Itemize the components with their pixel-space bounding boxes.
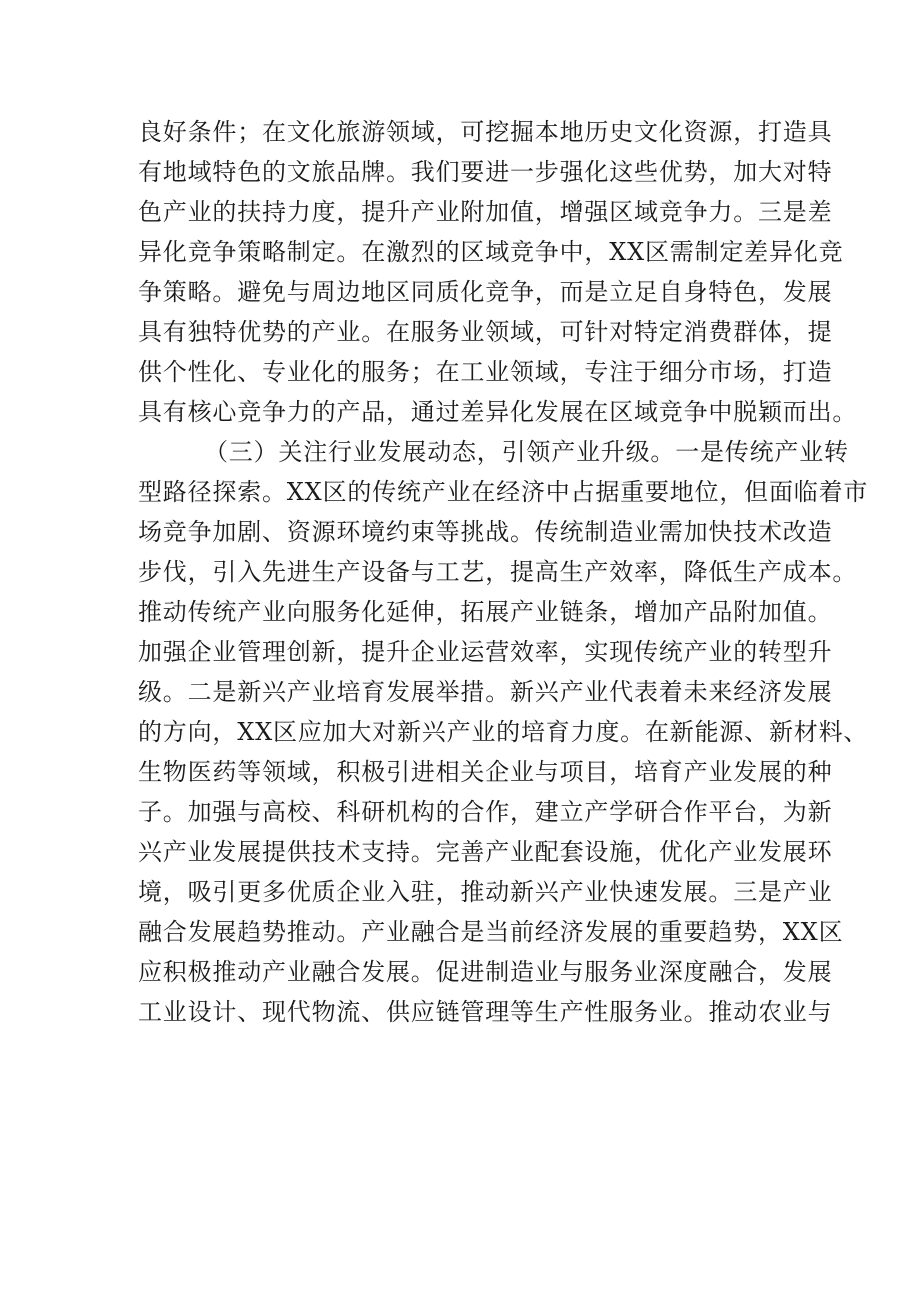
text-line: 异化竞争策略制定。在激烈的区域竞争中，XX区需制定差异化竞 (138, 238, 844, 266)
text-line: 型路径探索。XX区的传统产业在经济中占据重要地位，但面临着市 (138, 478, 869, 506)
text-line: 供个性化、专业化的服务；在工业领域，专注于细分市场，打造 (138, 358, 833, 386)
text-line: 工业设计、现代物流、供应链管理等生产性服务业。推动农业与 (138, 998, 833, 1026)
text-line: 具有核心竞争力的产品，通过差异化发展在区域竞争中脱颖而出。 (138, 398, 858, 426)
text-line: 融合发展趋势推动。产业融合是当前经济发展的重要趋势，XX区 (138, 918, 844, 946)
text-line: 争策略。避免与周边地区同质化竞争，而是立足自身特色，发展 (138, 278, 833, 306)
text-line: 色产业的扶持力度，提升产业附加值，增强区域竞争力。三是差 (138, 198, 833, 226)
text-line: 生物医药等领域，积极引进相关企业与项目，培育产业发展的种 (138, 758, 833, 786)
text-line: 步伐，引入先进生产设备与工艺，提高生产效率，降低生产成本。 (138, 558, 858, 586)
text-line: 加强企业管理创新，提升企业运营效率，实现传统产业的转型升 (138, 638, 833, 666)
section-heading-line: （三）关注行业发展动态，引领产业升级。一是传统产业转 (204, 438, 849, 466)
text-line: 兴产业发展提供技术支持。完善产业配套设施，优化产业发展环 (138, 838, 833, 866)
text-line: 推动传统产业向服务化延伸，拓展产业链条，增加产品附加值。 (138, 598, 833, 626)
text-line: 子。加强与高校、科研机构的合作，建立产学研合作平台，为新 (138, 798, 833, 826)
text-line: 的方向，XX区应加大对新兴产业的培育力度。在新能源、新材料、 (138, 718, 869, 746)
text-line: 级。二是新兴产业培育发展举措。新兴产业代表着未来经济发展 (138, 678, 833, 706)
text-line: 有地域特色的文旅品牌。我们要进一步强化这些优势，加大对特 (138, 158, 833, 186)
body-text (138, 112, 869, 1032)
text-line: 境，吸引更多优质企业入驻，推动新兴产业快速发展。三是产业 (138, 878, 833, 906)
text-line: 场竞争加剧、资源环境约束等挑战。传统制造业需加快技术改造 (138, 518, 833, 546)
text-line: 良好条件；在文化旅游领域，可挖掘本地历史文化资源，打造具 (138, 118, 833, 146)
text-line: 具有独特优势的产业。在服务业领域，可针对特定消费群体，提 (138, 318, 833, 346)
text-line: 应积极推动产业融合发展。促进制造业与服务业深度融合，发展 (138, 958, 833, 986)
